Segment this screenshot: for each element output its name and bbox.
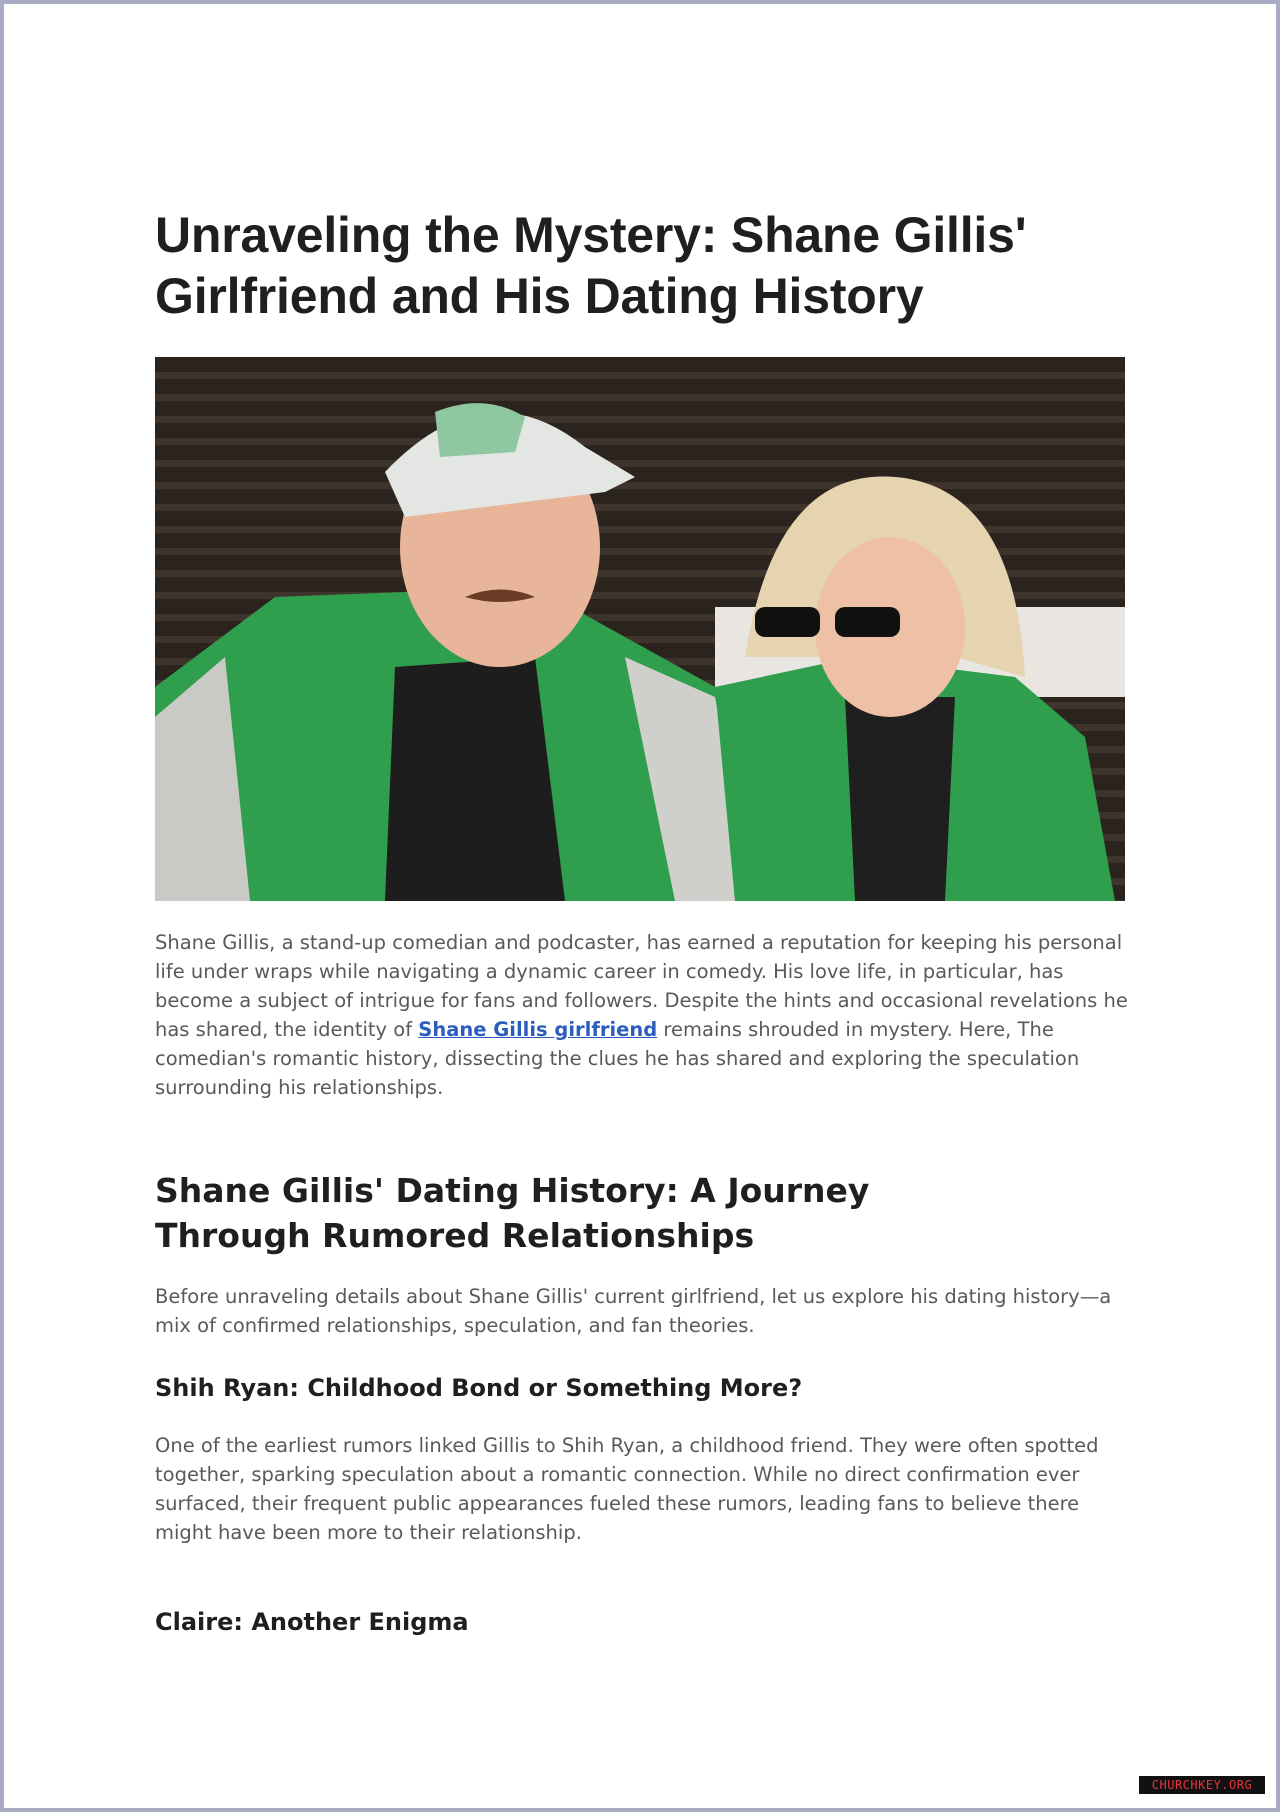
section-intro-block — [155, 1282, 1130, 1340]
intro-text-after-link: remains shrouded in mystery. Here, The comedian's romantic history, dissecting the clues he has shared and exploring the speculation surrounding his relationships. — [155, 1018, 1080, 1099]
subsection-2-heading-block — [155, 1606, 1130, 1638]
intro-text-before-link: Shane Gillis, a stand-up comedian and podcaster, has earned a reputation for keeping his personal life under wraps while navigating a dynamic career in comedy. His love life, in particular, has become a subject of intrigue for fans and followers. Despite the hints and occasional revelations he has shared, the identity of — [155, 931, 1128, 1041]
hero-photo-illustration — [155, 357, 1125, 901]
subsection-1-title: Shih Ryan: Childhood Bond or Something More? — [155, 1374, 803, 1402]
subsection-1-paragraph: One of the earliest rumors linked Gillis to Shih Ryan, a childhood friend. They were often spotted together, sparking speculation about a romantic connection. While no direct confirmation ever surfaced, their frequent public appearances fueled these rumors, leading fans to believe there might have been more to their relationship. — [155, 1434, 1099, 1544]
section-title-line-2: Through Rumored Relationships — [155, 1216, 755, 1255]
subsection-1-heading-block — [155, 1372, 1130, 1404]
hero-photo — [155, 357, 1125, 901]
article-title — [155, 205, 1125, 327]
section-title-line-1: Shane Gillis' Dating History: A Journey — [155, 1171, 870, 1210]
article-title-line-2: Girlfriend and His Dating History — [155, 268, 924, 324]
watermark-badge: CHURCHKEY.ORG — [1139, 1776, 1265, 1794]
section-title — [155, 1168, 1130, 1258]
subsection-1-body-block — [155, 1431, 1130, 1547]
article-title-line-1: Unraveling the Mystery: Shane Gillis' — [155, 207, 1027, 263]
subsection-2-title: Claire: Another Enigma — [155, 1608, 469, 1636]
intro-paragraph — [155, 928, 1130, 1102]
article-header — [155, 205, 1125, 327]
section-intro-paragraph: Before unraveling details about Shane Gillis' current girlfriend, let us explore his dating history—a mix of confirmed relationships, speculation, and fan theories. — [155, 1285, 1112, 1337]
girlfriend-link[interactable]: Shane Gillis girlfriend — [418, 1018, 658, 1041]
intro-paragraph-block — [155, 928, 1130, 1102]
section-heading-block — [155, 1168, 1130, 1258]
